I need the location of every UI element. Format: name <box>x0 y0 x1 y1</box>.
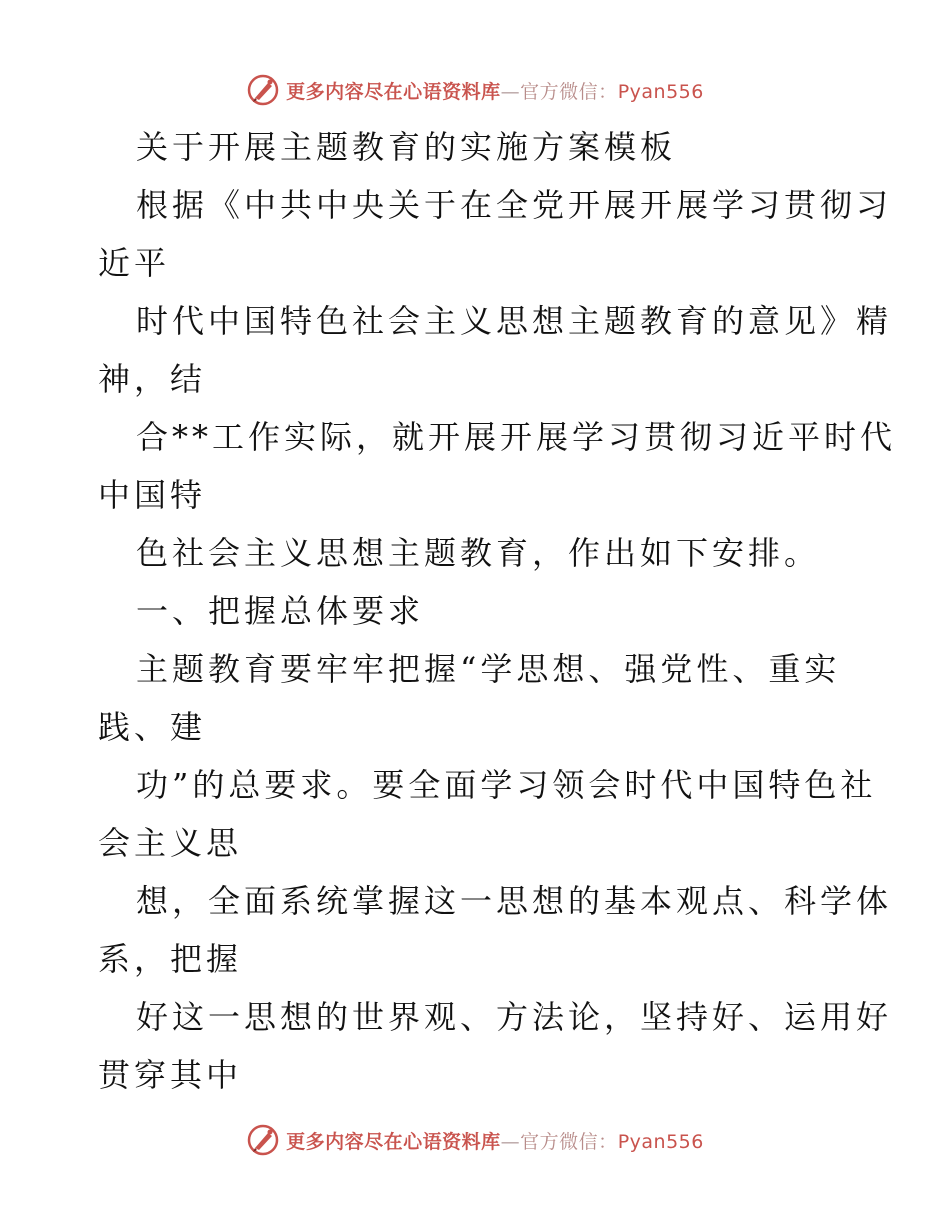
watermark-text <box>286 1127 704 1154</box>
watermark-wechat-id: Pyan556 <box>617 1130 704 1153</box>
paragraph-line: 主题教育要牢牢把握“学思想、强党性、重实 <box>136 650 841 688</box>
watermark-wechat-label: 官方微信： <box>520 1130 618 1153</box>
paragraph-line: 功”的总要求。要全面学习领会时代中国特色社 <box>136 766 877 804</box>
paragraph-line: 色社会主义思想主题教育，作出如下安排。 <box>136 534 821 572</box>
pen-logo-icon <box>246 1123 280 1157</box>
paragraph-line: 好这一思想的世界观、方法论，坚持好、运用好 <box>136 998 893 1036</box>
watermark-separator: — <box>500 80 521 103</box>
paragraph-line: 近平 <box>98 244 171 282</box>
paragraph-line: 合**工作实际，就开展开展学习贯彻习近平时代 <box>136 418 897 456</box>
footer-watermark <box>0 1120 950 1160</box>
paragraph-line: 系，把握 <box>98 940 243 978</box>
paragraph-line: 中国特 <box>98 476 207 514</box>
document-body <box>98 118 897 1104</box>
document-title: 关于开展主题教育的实施方案模板 <box>136 128 677 166</box>
paragraph-line: 神，结 <box>98 360 207 398</box>
watermark-wechat-id: Pyan556 <box>617 80 704 103</box>
paragraph-line: 想，全面系统掌握这一思想的基本观点、科学体 <box>136 882 893 920</box>
section-heading: 一、把握总体要求 <box>136 592 425 630</box>
watermark-main: 更多内容尽在心语资料库 <box>286 80 501 103</box>
header-watermark <box>0 70 950 110</box>
watermark-text <box>286 77 704 104</box>
watermark-main: 更多内容尽在心语资料库 <box>286 1130 501 1153</box>
watermark-separator: — <box>500 1130 521 1153</box>
paragraph-line: 贯穿其中 <box>98 1056 243 1094</box>
paragraph-line: 践、建 <box>98 708 207 746</box>
paragraph-line: 会主义思 <box>98 824 243 862</box>
paragraph-line: 时代中国特色社会主义思想主题教育的意见》精 <box>136 302 893 340</box>
paragraph-line: 根据《中共中央关于在全党开展开展学习贯彻习 <box>136 186 893 224</box>
pen-logo-icon <box>246 73 280 107</box>
watermark-wechat-label: 官方微信： <box>520 80 618 103</box>
